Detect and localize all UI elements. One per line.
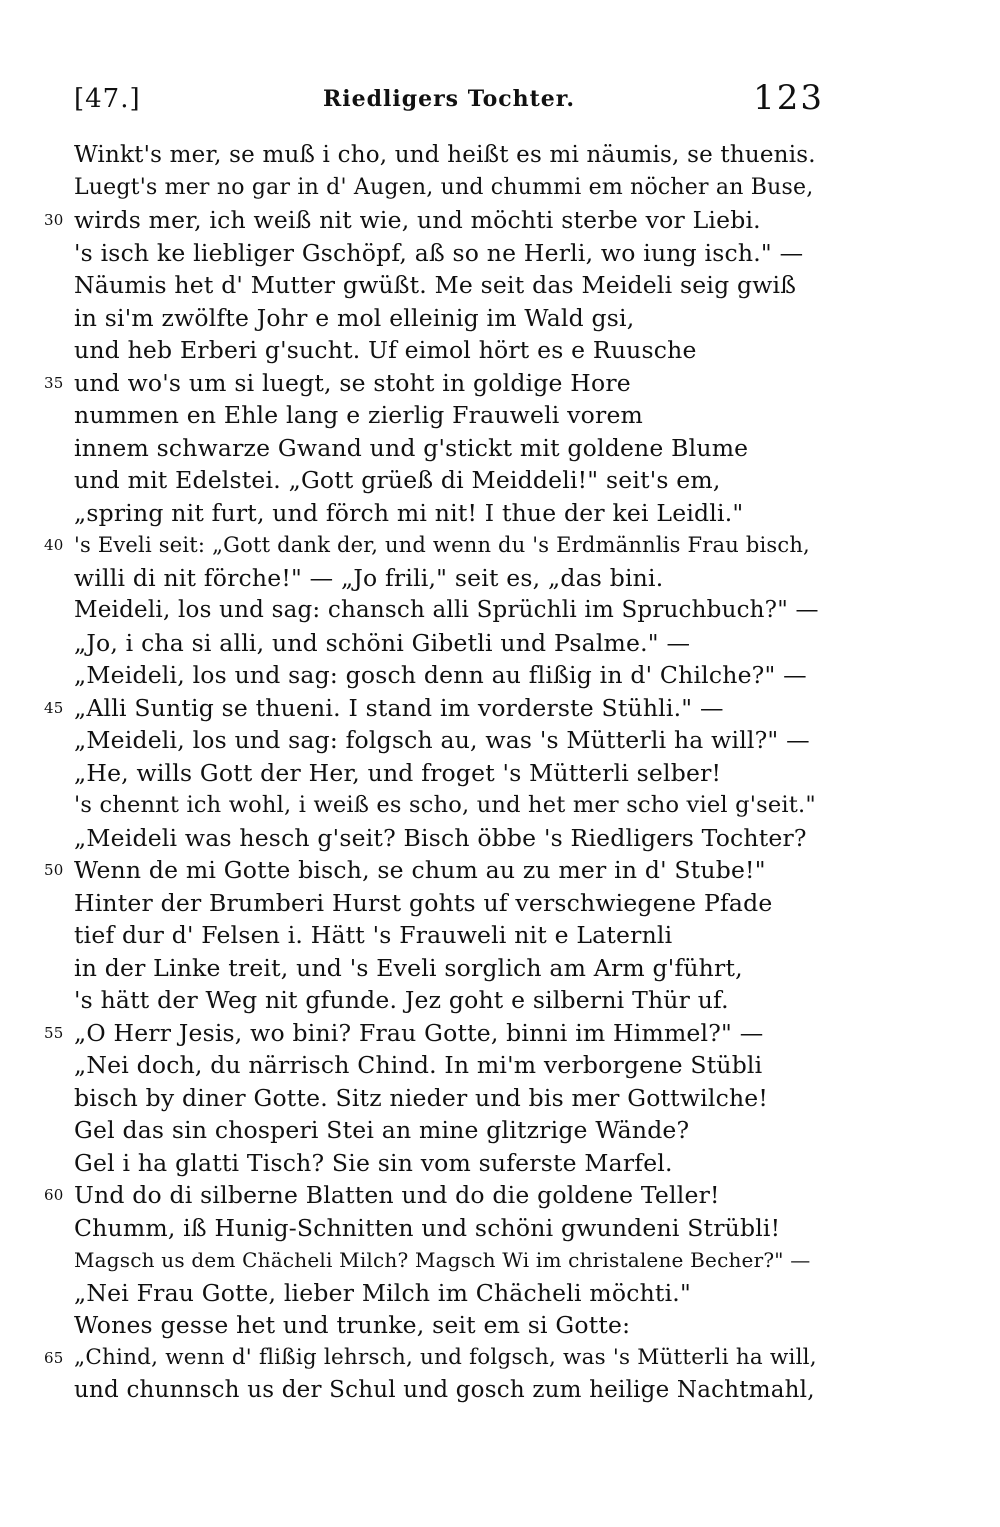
verse-line [74,1277,824,1310]
verse-text: „Meideli, los und sag: folgsch au, was 's Mütterli ha will?" — [74,726,810,754]
verse-text: in der Linke treit, und 's Eveli sorglich am Arm g'führt, [74,953,743,982]
verse-text: in si'm zwölfte Johr e mol elleinig im Wald gsi, [74,303,635,332]
line-number: 40 [44,536,64,554]
verse-line [74,952,824,985]
verse-line [74,139,824,172]
verse-line [74,789,824,822]
verse-line [74,757,824,790]
verse-line [74,172,824,205]
verse-line [74,822,824,855]
verse-line [74,659,824,692]
verse-text: tief dur d' Felsen i. Hätt 's Frauweli nit e Laternli [74,921,673,949]
verse-text: „Nei doch, du närrisch Chind. In mi'm verborgene Stübli [74,1051,763,1079]
verse-text: Näumis het d' Mutter gwüßt. Me seit das Meideli seig gwiß [74,271,797,299]
verse-line [74,464,824,497]
verse-line [74,269,824,302]
verse-text: Gel das sin chosperi Stei an mine glitzrige Wände? [74,1116,690,1144]
verse-text: Magsch us dem Chächeli Milch? Magsch Wi im christalene Becher?" — [74,1248,811,1272]
page-header [74,78,824,124]
verse-text: 's isch ke liebliger Gschöpf, aß so ne Herli, wo iung isch." — [74,238,804,267]
verse-text: Luegt's mer no gar in d' Augen, und chummi em nöcher an Buse, [74,174,814,200]
verse-line [74,919,824,952]
verse-line [74,302,824,335]
verse-text: Hinter der Brumberi Hurst gohts uf verschwiegene Pfade [74,888,773,917]
verse-text: und mit Edelstei. „Gott grüeß di Meiddeli!" seit's em, [74,466,721,494]
verse-line [74,887,824,920]
line-number: 65 [44,1348,64,1367]
verse-line [44,204,824,237]
verse-text: „He, wills Gott der Her, und froget 's Mütterli selber! [74,758,722,787]
verse-line [74,399,824,432]
verse-line [74,1049,824,1082]
verse-text: willi di nit förche!" — „Jo frili," seit es, „das bini. [74,563,664,592]
line-number: 30 [44,211,64,229]
verse-text: „Meideli, los und sag: gosch denn au flißig in d' Chilche?" — [74,661,807,689]
verse-line [74,627,824,660]
line-number: 55 [44,1023,64,1042]
verse-text: wirds mer, ich weiß nit wie, und möchti sterbe vor Liebi. [74,206,761,234]
verse-text: Gel i ha glatti Tisch? Sie sin vom suferste Marfel. [74,1148,673,1177]
verse-text: „Jo, i cha si alli, und schöni Gibetli und Psalme." — [74,628,691,657]
verse-text: „Meideli was hesch g'seit? Bisch öbbe 's Riedligers Tochter? [74,823,807,852]
verse-line [74,497,824,530]
verse-text: nummen en Ehle lang e zierlig Frauweli vorem [74,401,644,429]
verse-line [74,1147,824,1180]
verse-line [74,1082,824,1115]
verse-line [74,1114,824,1147]
verse-line [44,1017,824,1050]
verse-line [74,724,824,757]
verse-text: Meideli, los und sag: chansch alli Sprüchli im Spruchbuch?" — [74,597,819,623]
verse-text: Wones gesse het und trunke, seit em si Gotte: [74,1311,631,1339]
verse-line [74,1244,824,1277]
verse-line [74,432,824,465]
verse-line [44,692,824,725]
verse-line [44,854,824,887]
verse-text: Winkt's mer, se muß i cho, und heißt es mi näumis, se thuenis. [74,142,816,168]
line-number: 60 [44,1186,64,1204]
verse-line [44,1342,824,1375]
verse-line [74,237,824,270]
verse-text: „O Herr Jesis, wo bini? Frau Gotte, binni im Himmel?" — [74,1018,764,1047]
verse-line [74,334,824,367]
verse-text: „Alli Suntig se thueni. I stand im vorderste Stühli." — [74,693,724,722]
verse-text: und wo's um si luegt, se stoht in goldige Hore [74,368,631,397]
verse-text: bisch by diner Gotte. Sitz nieder und bis mer Gottwilche! [74,1083,769,1112]
verse-line [44,367,824,400]
verse-text: Und do di silberne Blatten und do die goldene Teller! [74,1181,720,1209]
running-title: Riedligers Tochter. [322,86,576,112]
verse-text: 's chennt ich wohl, i weiß es scho, und het mer scho viel g'seit." [74,792,816,818]
verse-line [44,1179,824,1212]
verse-line [74,984,824,1017]
verse-text: „spring nit furt, und förch mi nit! I thue der kei Leidli." [74,498,744,527]
verse-text: und chunnsch us der Schul und gosch zum heilige Nachtmahl, [74,1377,815,1403]
verse-line [74,1212,824,1245]
page-number: 123 [753,78,824,118]
verse-text: 's Eveli seit: „Gott dank der, und wenn du 's Erdmännlis Frau bisch, [74,533,810,557]
verse-line [74,1309,824,1342]
verse-text: 's hätt der Weg nit gfunde. Jez goht e silberni Thür uf. [74,986,729,1014]
section-marker: [47.] [74,84,141,114]
verse-line [74,594,824,627]
verse-text: und heb Erberi g'sucht. Uf eimol hört es e Ruusche [74,336,697,364]
line-number: 35 [44,373,64,392]
poem-body [44,139,824,1407]
line-number: 50 [44,861,64,879]
verse-text: Wenn de mi Gotte bisch, se chum au zu mer in d' Stube!" [74,856,766,884]
verse-line [44,529,824,562]
verse-line [74,562,824,595]
verse-text: innem schwarze Gwand und g'stickt mit goldene Blume [74,433,749,462]
verse-text: Chumm, iß Hunig-Schnitten und schöni gwundeni Strübli! [74,1213,781,1242]
line-number: 45 [44,698,64,717]
verse-text: „Chind, wenn d' flißig lehrsch, und folgsch, was 's Mütterli ha will, [74,1344,817,1370]
verse-line [74,1374,824,1407]
verse-text: „Nei Frau Gotte, lieber Milch im Chächeli möchti." [74,1278,691,1307]
